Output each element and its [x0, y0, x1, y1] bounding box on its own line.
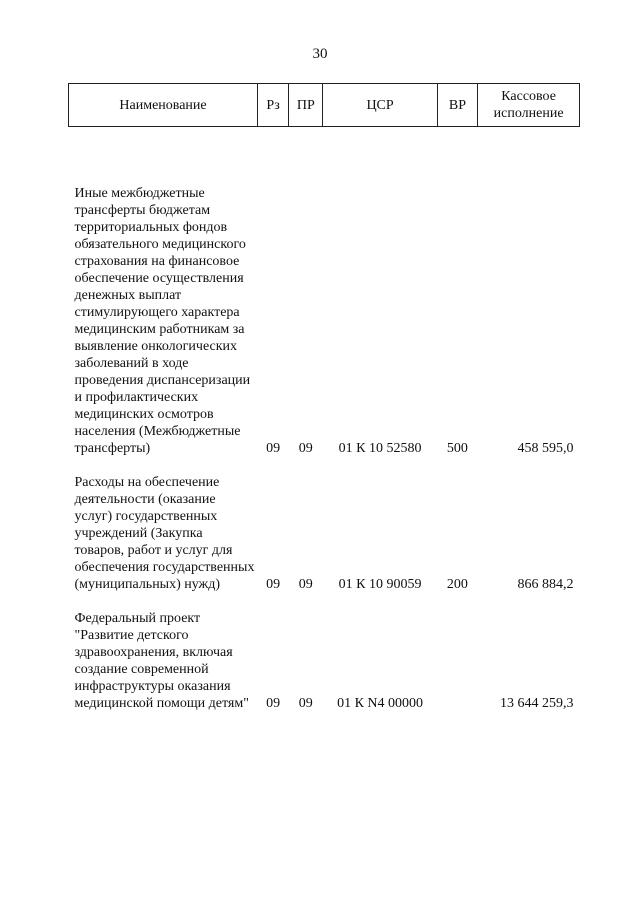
- table-row: [69, 593, 580, 712]
- row-vr: 200: [446, 577, 468, 592]
- row-name: Иные межбюджетные трансферты бюджетам территориальных фондов обязательного медицинского страхования на финансовое обеспечение осуществления денежных выплат стимулирующего характера медицинским работникам за выявление онкологических заболеваний в ходе проведения диспансеризации и профилактических медицинских осмотров населения (Межбюджетные трансферты): [74, 186, 251, 456]
- table-header: [69, 84, 580, 127]
- table-row: [69, 127, 580, 458]
- row-vr: 500: [446, 441, 468, 456]
- row-rz: 09: [266, 696, 281, 711]
- header-name: Наименование: [69, 84, 258, 127]
- page-number: 30: [312, 46, 328, 62]
- header-execution: Кассовое исполнение: [478, 84, 580, 127]
- row-name: Расходы на обеспечение деятельности (оказание услуг) государственных учреждений (Закупка товаров, работ и услуг для обеспечения государственных (муниципальных) нужд): [74, 475, 255, 592]
- row-csr: 01 К N4 00000: [337, 696, 424, 711]
- row-execution: 458 595,0: [517, 441, 574, 456]
- row-pr: 09: [298, 696, 313, 711]
- row-execution: 13 644 259,3: [500, 696, 574, 711]
- budget-execution-table: [68, 83, 580, 712]
- row-pr: 09: [298, 441, 313, 456]
- header-vr: ВР: [437, 84, 478, 127]
- header-rz: Рз: [258, 84, 289, 127]
- table-body: [69, 127, 580, 713]
- row-execution: 866 884,2: [517, 577, 574, 592]
- row-name: Федеральный проект "Развитие детского здравоохранения, включая создание современной инфраструктуры оказания медицинской помощи детям": [74, 611, 249, 711]
- row-rz: 09: [266, 441, 281, 456]
- row-csr: 01 К 10 90059: [338, 577, 422, 592]
- header-csr: ЦСР: [323, 84, 437, 127]
- row-rz: 09: [266, 577, 281, 592]
- row-vr: [437, 593, 478, 712]
- table-row: [69, 457, 580, 593]
- header-pr: ПР: [289, 84, 323, 127]
- row-csr: 01 К 10 52580: [338, 441, 422, 456]
- row-pr: 09: [298, 577, 313, 592]
